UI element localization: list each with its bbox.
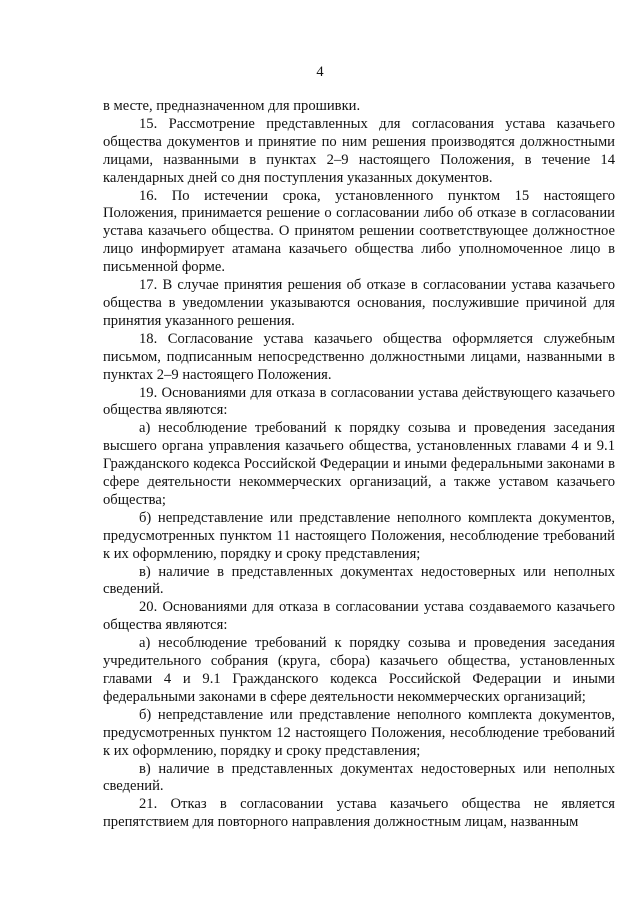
paragraph-18: 18. Согласование устава казачьего общества оформляется служебным письмом, подписанным непосредственно должностными лицами, названными в пунктах 2–9 настоящего Положения. xyxy=(103,330,615,383)
paragraph-16: 16. По истечении срока, установленного пунктом 15 настоящего Положения, принимается решение о согласовании либо об отказе в согласовании устава казачьего общества. О принятом решении соответствующее должностное лицо информирует атамана казачьего общества либо уполномоченное лицо в письменной форме. xyxy=(103,187,615,276)
paragraph-15: 15. Рассмотрение представленных для согласования устава казачьего общества документов и принятие по ним решения производятся должностными лицами, названными в пунктах 2–9 настоящего Положения, в течение 14 календарных дней со дня поступления указанных документов. xyxy=(103,115,615,186)
paragraph-19-b: б) непредставление или представление неполного комплекта документов, предусмотренных пунктом 11 настоящего Положения, несоблюдение требований к их оформлению, порядку и сроку представления; xyxy=(103,509,615,562)
paragraph-20-b: б) непредставление или представление неполного комплекта документов, предусмотренных пунктом 12 настоящего Положения, несоблюдение требований к их оформлению, порядку и сроку представления; xyxy=(103,706,615,759)
document-body xyxy=(103,98,615,832)
paragraph-20-v: в) наличие в представленных документах недостоверных или неполных сведений. xyxy=(103,760,615,795)
page-number: 4 xyxy=(316,64,324,80)
paragraph-21: 21. Отказ в согласовании устава казачьего общества не является препятствием для повторного направления должностным лицам, названным xyxy=(103,796,615,831)
paragraph-20: 20. Основаниями для отказа в согласовании устава создаваемого казачьего общества являются: xyxy=(103,599,615,634)
paragraph-19-v: в) наличие в представленных документах недостоверных или неполных сведений. xyxy=(103,563,615,598)
paragraph-19: 19. Основаниями для отказа в согласовании устава действующего казачьего общества являются: xyxy=(103,384,615,419)
paragraph-17: 17. В случае принятия решения об отказе в согласовании устава казачьего общества в уведомлении указываются основания, послужившие причиной для принятия указанного решения. xyxy=(103,277,615,329)
paragraph-20-a: а) несоблюдение требований к порядку созыва и проведения заседания учредительного собрания (круга, сбора) казачьего общества, установленных главами 4 и 9.1 Гражданского кодекса Российской Федерации и иными федеральными законами в сфере деятельности некоммерческих организаций; xyxy=(103,635,615,705)
paragraph-19-a: а) несоблюдение требований к порядку созыва и проведения заседания высшего органа управления казачьего общества, установленных главами 4 и 9.1 Гражданского кодекса Российской Федерации и иными федеральными законами в сфере деятельности некоммерческих организаций, а также уставом казачьего общества; xyxy=(103,420,615,508)
paragraph-continuation: в месте, предназначенном для прошивки. xyxy=(103,98,361,114)
